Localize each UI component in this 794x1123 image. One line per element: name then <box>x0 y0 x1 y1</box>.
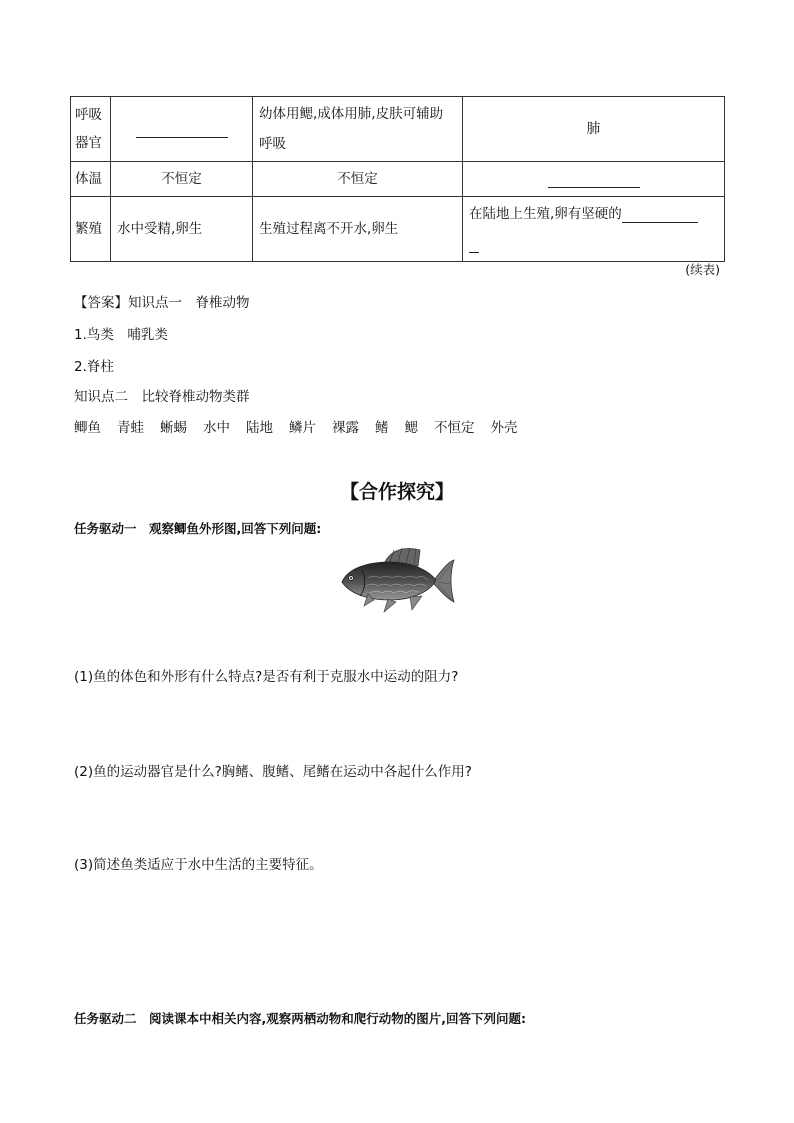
answer-word: 鳃 <box>404 420 418 436</box>
cell-text: 不恒定 <box>161 171 202 187</box>
answer-word: 不恒定 <box>434 420 475 436</box>
continued-note: (续表) <box>685 262 720 277</box>
table-row-reproduction <box>71 197 725 262</box>
table-cell <box>463 162 725 197</box>
answer-word: 陆地 <box>246 420 273 436</box>
section-title: 【合作探究】 <box>339 481 454 503</box>
answer-word: 鳞片 <box>289 420 316 436</box>
answer-item-1: 1.鸟类 哺乳类 <box>74 327 168 343</box>
answer-word: 水中 <box>203 420 230 436</box>
cell-text: 肺 <box>586 121 601 137</box>
table-cell <box>111 197 253 262</box>
row-header-line: 体温 <box>75 171 102 187</box>
fill-blank[interactable] <box>469 236 479 253</box>
table-row-body-temperature <box>71 162 725 197</box>
knowledge-point-1: 知识点一 脊椎动物 <box>128 295 250 311</box>
table-cell <box>253 162 463 197</box>
task-1-title: 任务驱动一 观察鲫鱼外形图,回答下列问题: <box>74 521 322 536</box>
answer-heading <box>74 291 250 311</box>
crucian-carp-illustration <box>338 544 456 618</box>
row-header-line: 器官 <box>75 135 102 151</box>
answer-word: 青蛙 <box>117 420 144 436</box>
answer-word-list <box>74 416 518 436</box>
answer-label: 【答案】 <box>74 295 128 311</box>
cell-text: 幼体用鳃,成体用肺,皮肤可辅助呼吸 <box>259 106 444 152</box>
cell-text: 在陆地上生殖,卵有坚硬的 <box>469 206 622 222</box>
table-row-respiration <box>71 97 725 162</box>
row-header-reproduction <box>71 197 111 262</box>
comparison-table <box>70 96 725 262</box>
row-header-line: 繁殖 <box>75 221 102 237</box>
answer-word: 外壳 <box>490 420 518 436</box>
answer-word: 鳍 <box>375 420 389 436</box>
answer-item-2: 2.脊柱 <box>74 359 114 375</box>
row-header-respiration <box>71 97 111 162</box>
task-1-question-3: (3)简述鱼类适应于水中生活的主要特征。 <box>74 857 323 873</box>
row-header-temperature <box>71 162 111 197</box>
table-cell <box>111 97 253 162</box>
answer-word: 鲫鱼 <box>74 420 101 436</box>
answer-word: 裸露 <box>332 420 359 436</box>
fish-icon <box>338 544 456 618</box>
table-cell <box>463 197 725 262</box>
cell-text: 水中受精,卵生 <box>117 221 203 237</box>
fill-blank[interactable] <box>622 206 698 223</box>
knowledge-point-2: 知识点二 比较脊椎动物类群 <box>74 389 250 405</box>
task-1-question-2: (2)鱼的运动器官是什么?胸鳍、腹鳍、尾鳍在运动中各起什么作用? <box>74 764 472 780</box>
table-cell <box>111 162 253 197</box>
fill-blank[interactable] <box>136 121 228 138</box>
task-1-question-1: (1)鱼的体色和外形有什么特点?是否有利于克服水中运动的阻力? <box>74 669 459 685</box>
task-2-title: 任务驱动二 阅读课本中相关内容,观察两栖动物和爬行动物的图片,回答下列问题: <box>74 1011 526 1026</box>
table-cell <box>253 197 463 262</box>
answer-word: 蜥蜴 <box>160 420 187 436</box>
fill-blank[interactable] <box>548 171 640 188</box>
cell-text: 生殖过程离不开水,卵生 <box>259 221 399 237</box>
row-header-line: 呼吸 <box>75 107 102 123</box>
table-cell <box>463 97 725 162</box>
cell-text: 不恒定 <box>337 171 378 187</box>
table-cell <box>253 97 463 162</box>
